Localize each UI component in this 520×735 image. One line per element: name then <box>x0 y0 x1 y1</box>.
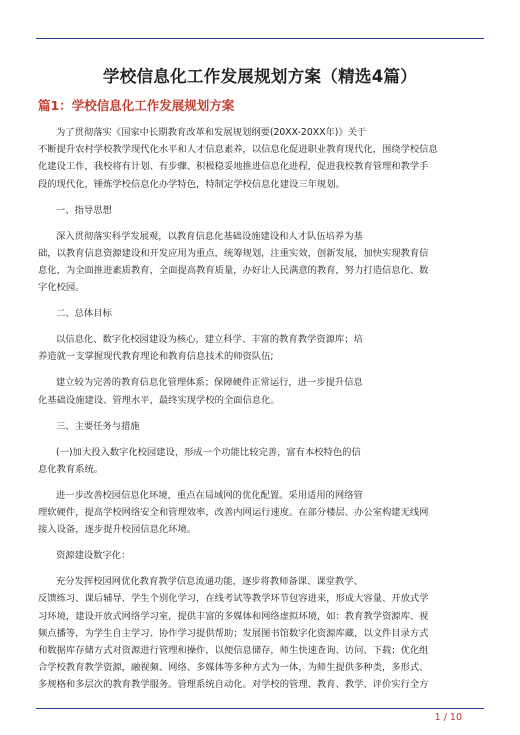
text-line: 进一步改善校园信息化环境，重点在局域网的优化配置。采用适用的网络管 <box>56 489 363 501</box>
text-line: 三、主要任务与措施 <box>56 420 140 432</box>
paragraph <box>38 202 484 219</box>
text-line: 以信息化、数字化校园建设为核心，建立科学、丰富的教育教学资源库；培 <box>56 334 363 346</box>
text-line: 字化校园。 <box>38 282 85 294</box>
text-line: 和数据库存储方式对资源进行管理和操作，以便信息储存，师生快速查询、访问、下载；优化组 <box>38 645 429 657</box>
section-heading: 篇1：学校信息化工作发展规划方案 <box>38 98 235 113</box>
text-line: 息化教育系统。 <box>38 463 104 475</box>
text-line: 二、总体目标 <box>56 308 112 320</box>
paragraph <box>38 124 484 193</box>
text-line: 化基础设施建设、管理水平，最终实现学校的全面信息化。 <box>38 394 280 406</box>
paragraph <box>38 374 484 408</box>
paragraph <box>38 228 484 297</box>
text-line: 一、指导思想 <box>56 204 112 216</box>
text-line: 频点播等，为学生自主学习、协作学习提供帮助；发展图书馆数字化资源库藏，以文件目录方式 <box>38 627 429 639</box>
paragraph <box>38 418 484 435</box>
text-line: 资源建设数字化： <box>56 550 131 562</box>
text-line: 为了贯彻落实《国家中长期教育改革和发展规划纲要(20XX-20XX年)》关于 <box>56 127 367 138</box>
paragraph <box>38 547 484 564</box>
text-line: 充分发挥校园网优化教育教学信息流通功能，逐步将教师备课、课堂教学、 <box>56 576 363 588</box>
text-line: 接入设备，逐步提升校园信息化环境。 <box>38 524 197 536</box>
text-line: 础，以教育信息资源建设和开发应用为重点，统筹规划，注重实效，创新发展，加快实现教育信 <box>38 247 429 259</box>
text-line: 深入贯彻落实科学发展观，以教育信息化基础设施建设和人才队伍培养为基 <box>56 230 363 242</box>
text-line: 不断提升农村学校教学现代化水平和人才信息素养，以信息化促进职业教育现代化，围绕学校信息 <box>38 144 438 156</box>
text-line: 化建设工作，我校将有计划、有步骤、积极稳妥地推进信息化进程，促进我校教育管理和教学手 <box>38 161 429 173</box>
text-line: 养造就一支掌握现代教育理论和教育信息技术的师资队伍; <box>38 351 274 363</box>
text-line: 合学校教育教学资源，融视频、网络、多媒体等多种方式为一体，为师生提供多种类，多形式、 <box>38 662 429 674</box>
paragraph <box>38 331 484 365</box>
text-line: 习环境，建设开放式网络学习室，提供丰富的多媒体和网络虚拟环境，如：教育教学资源库、视 <box>38 610 429 622</box>
paragraph <box>38 487 484 539</box>
text-line: 段的现代化，锤炼学校信息化办学特色，特制定学校信息化建设三年规划。 <box>38 178 345 190</box>
text-line: 理软硬件，提高学校网络安全和管理效率，改善内网运行速度。在部分楼层、办公室构建无线网 <box>38 507 429 519</box>
paragraph <box>38 573 484 693</box>
header-rule <box>36 38 484 39</box>
text-line: 息化，为全面推进素质教育，全面提高教育质量，办好让人民满意的教育，努力打造信息化、数 <box>38 265 429 277</box>
text-line: 建立较为完善的教育信息化管理体系；保障硬件正常运行，进一步提升信息 <box>56 377 363 389</box>
text-line: (一)加大投入数字化校园建设，形成一个功能比较完善，富有本校特色的信 <box>56 446 361 458</box>
paragraph <box>38 444 484 478</box>
page-number: 1 / 10 <box>434 712 462 723</box>
document-title: 学校信息化工作发展规划方案（精选4篇） <box>102 67 418 86</box>
footer-rule <box>36 708 484 709</box>
text-line: 反馈练习、课后辅导、学生个别化学习，在线考试等教学环节包容进来，形成大容量、开放式学 <box>38 593 429 605</box>
text-line: 多规格和多层次的教育教学服务。管理系统自动化。对学校的管理、教育、教学、评价实行全方 <box>38 679 429 691</box>
paragraph <box>38 305 484 322</box>
document-body <box>38 124 484 702</box>
